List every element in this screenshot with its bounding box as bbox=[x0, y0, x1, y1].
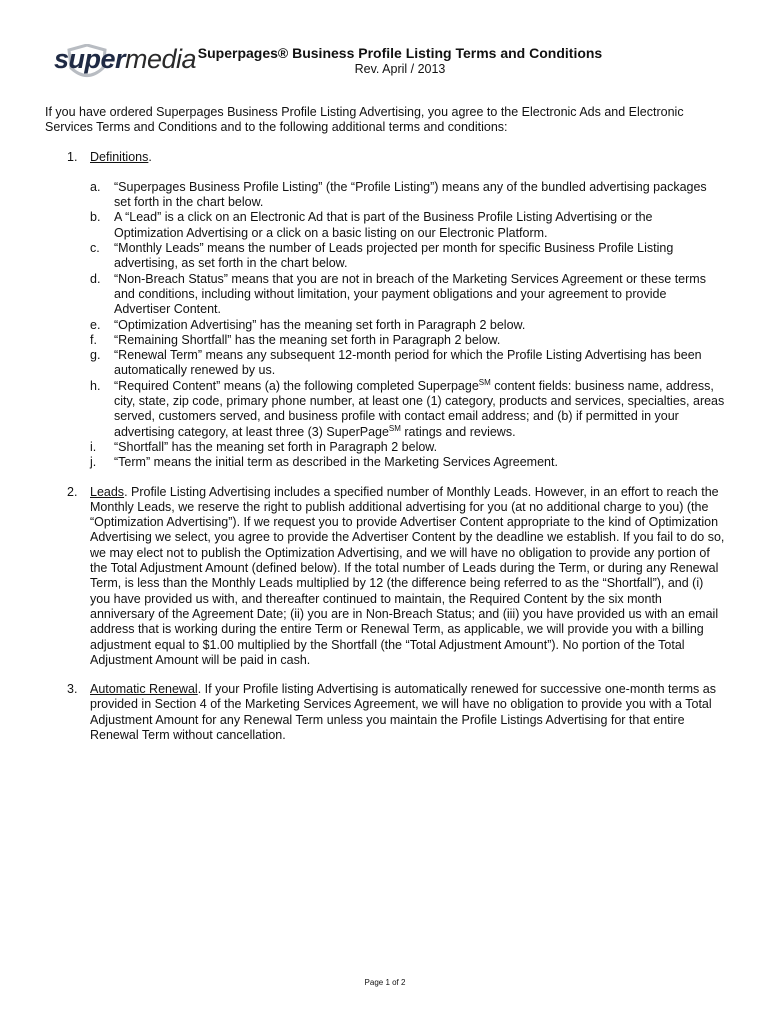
item-text: “Superpages Business Profile Listing” (the “Profile Listing”) means any of the bundled advertising packages set forth in the chart below. bbox=[114, 179, 707, 210]
heading-period: . bbox=[148, 149, 152, 164]
page-number: Page 1 of 2 bbox=[364, 978, 406, 987]
item-letter: i. bbox=[90, 439, 97, 454]
definitions-list bbox=[90, 180, 725, 471]
item-text: “Shortfall” has the meaning set forth in Paragraph 2 below. bbox=[114, 439, 438, 454]
definition-item bbox=[90, 241, 725, 272]
definition-item bbox=[90, 318, 725, 333]
item-text: “Renewal Term” means any subsequent 12-month period for which the Profile Listing Advertising has been automatically renewed by us. bbox=[114, 348, 702, 378]
document-title: Superpages® Business Profile Listing Terms and Conditions bbox=[197, 45, 603, 61]
section-heading: Leads bbox=[90, 484, 125, 499]
item-letter: b. bbox=[90, 210, 101, 225]
item-letter: h. bbox=[90, 378, 101, 393]
item-text-part: “Required Content” means (a) the following completed Superpage bbox=[114, 378, 479, 393]
item-text-part: ratings and reviews. bbox=[400, 424, 516, 439]
item-text: “Optimization Advertising” has the meaning set forth in Paragraph 2 below. bbox=[114, 317, 526, 332]
definition-item bbox=[90, 210, 725, 241]
item-letter: f. bbox=[90, 332, 97, 347]
item-text: “Non-Breach Status” means that you are not in breach of the Marketing Services Agreement or these terms and conditions, including without limitation, your payment obligations and your agreement to provide Advertiser Content. bbox=[114, 271, 706, 317]
item-letter: e. bbox=[90, 317, 101, 332]
logo-text-super: super bbox=[54, 44, 126, 74]
definition-item bbox=[90, 333, 725, 348]
service-mark: SM bbox=[478, 377, 491, 387]
definition-item bbox=[90, 348, 725, 379]
item-letter: d. bbox=[90, 271, 101, 286]
item-letter: c. bbox=[90, 241, 100, 256]
document-body bbox=[45, 105, 725, 757]
item-letter: g. bbox=[90, 348, 101, 363]
section-leads bbox=[45, 485, 725, 669]
definition-item bbox=[90, 440, 725, 455]
section-number: 1. bbox=[67, 149, 78, 164]
definition-item bbox=[90, 180, 725, 211]
section-body: . Profile Listing Advertising includes a specified number of Monthly Leads. However, in an effort to reach the Monthly Leads, we reserve the right to publish additional advertising for you (at no additional charge to you) (the “Optimization Advertising”). If we request you to provide Advertiser Content appropriate to the kind of Optimization Advertising we select, you agree to provide the Advertiser Content by the deadline we establish. If you fail to do so, we may elect not to publish the Optimization Advertising, and we will have no obligation to provide any portion of the Total Adjustment Amount (defined below). If the total number of Leads during the Term, or during any Renewal Term, is less than the Monthly Leads multiplied by 12 (the difference being referred to as the “Shortfall”), and (i) you have provided us with, and thereafter continued to maintain, the Required Content by the six month anniversary of the Agreement Date; (ii) you are in Non-Breach Status; and (iii) you have provided us with an email address that is working during the entire Term or Renewal Term, as applicable, we will provide you with a billing adjustment equal to $1.00 multiplied by the Shortfall (the “Total Adjustment Amount”). No portion of the Total Adjustment Amount will be paid in cash. bbox=[90, 484, 725, 667]
revision-date: Rev. April / 2013 bbox=[354, 62, 446, 76]
section-body: . If your Profile listing Advertising is automatically renewed for successive one-month terms as provided in Section 4 of the Marketing Services Agreement, we will have no obligation to provide you with a Total Adjustment Amount for any Renewal Term unless you maintain the Profile Listings Advertising for that entire Renewal Term without cancellation. bbox=[90, 682, 716, 742]
item-text: “Remaining Shortfall” has the meaning set forth in Paragraph 2 below. bbox=[114, 332, 501, 347]
definition-item bbox=[90, 379, 725, 440]
item-text: A “Lead” is a click on an Electronic Ad that is part of the Business Profile Listing Advertising or the Optimization Advertising or a click on a basic listing on our Electronic Platform. bbox=[114, 210, 653, 240]
intro-paragraph: If you have ordered Superpages Business Profile Listing Advertising, you agree to the Electronic Ads and Electronic Services Terms and Conditions and to the following additional terms and conditions: bbox=[45, 105, 684, 135]
section-definitions bbox=[45, 150, 725, 471]
section-number: 3. bbox=[67, 682, 78, 697]
section-automatic-renewal bbox=[45, 682, 725, 743]
item-text: “Term” means the initial term as described in the Marketing Services Agreement. bbox=[114, 455, 558, 470]
item-text: “Monthly Leads” means the number of Leads projected per month for specific Business Profile Listing advertising, as set forth in the chart below. bbox=[114, 241, 674, 271]
definition-item bbox=[90, 272, 725, 318]
definition-item bbox=[90, 455, 725, 470]
section-number: 2. bbox=[67, 484, 78, 499]
service-mark: SM bbox=[388, 423, 401, 433]
item-letter: j. bbox=[90, 455, 97, 470]
logo-text-media: media bbox=[125, 44, 197, 74]
section-heading: Automatic Renewal bbox=[90, 682, 198, 697]
item-text-part: content fields: business name, address, city, state, zip code, primary phone number, at least one (1) category, products and services, specialties, areas served, customers served, and business profile with contact email address; and (b) if permitted in your advertising category, at least three (3) SuperPage bbox=[114, 378, 725, 439]
item-letter: a. bbox=[90, 179, 101, 194]
section-heading: Definitions bbox=[90, 149, 149, 164]
